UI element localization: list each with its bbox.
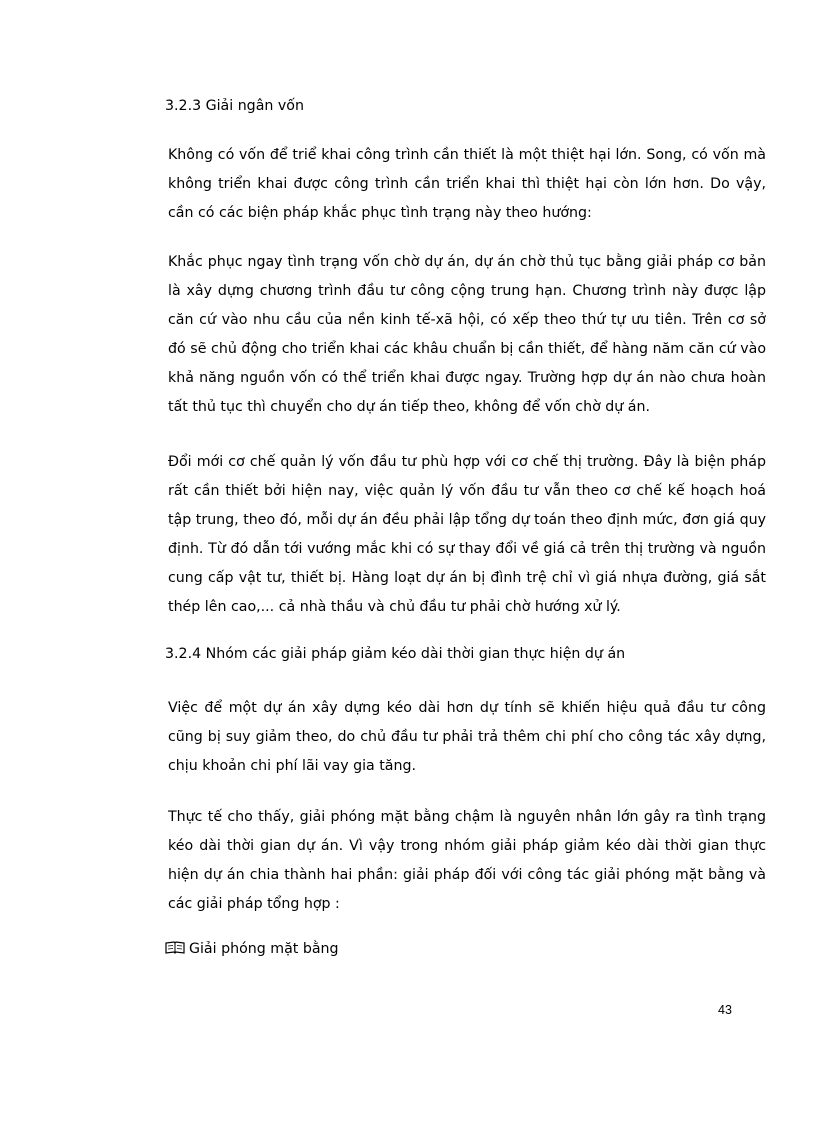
paragraph-capital-management-reform: Đổi mới cơ chế quản lý vốn đầu tư phù hợp với cơ chế thị trường. Đây là biện pháp rất cần thiết bởi hiện nay, việc quản lý vốn đầu tư vẫn theo cơ chế kế hoạch hoá tập trung, theo đó, mỗi dự án đều phải lập tổng dự toán theo định mức, đơn giá quy định. Từ đó dẫn tới vướng mắc khi có sự thay đổi về giá cả trên thị trường và nguồn cung cấp vật tư, thiết bị. Hàng loạt dự án bị đình trệ chỉ vì giá nhựa đường, giá sắt thép lên cao,... cả nhà thầu và chủ đầu tư phải chờ hướng xử lý.: [168, 454, 766, 615]
paragraph-project-delay-impact: Việc để một dự án xây dựng kéo dài hơn dự tính sẽ khiến hiệu quả đầu tư công cũng bị suy giảm theo, do chủ đầu tư phải trả thêm chi phí cho công tác xây dựng, chịu khoản chi phí lãi vay gia tăng.: [168, 700, 766, 774]
bullet-site-clearance-label: Giải phóng mặt bằng: [189, 941, 339, 957]
open-book-icon: [165, 941, 185, 954]
section-heading-3-2-4: 3.2.4 Nhóm các giải pháp giảm kéo dài thời gian thực hiện dự án: [165, 646, 626, 662]
page-number: 43: [718, 1003, 732, 1017]
paragraph-medium-term-investment: Khắc phục ngay tình trạng vốn chờ dự án, dự án chờ thủ tục bằng giải pháp cơ bản là xây dựng chương trình đầu tư công cộng trung hạn. Chương trình này được lập căn cứ vào nhu cầu của nền kinh tế-xã hội, có xếp theo thứ tự ưu tiên. Trên cơ sở đó sẽ chủ động cho triển khai các khâu chuẩn bị cần thiết, để hàng năm căn cứ vào khả năng nguồn vốn có thể triển khai được ngay. Trường hợp dự án nào chưa hoàn tất thủ tục thì chuyển cho dự án tiếp theo, không để vốn chờ dự án.: [168, 254, 766, 415]
bullet-site-clearance: [165, 941, 339, 957]
paragraph-capital-disbursement-intro: Không có vốn để triể khai công trình cần thiết là một thiệt hại lớn. Song, có vốn mà không triển khai được công trình cần triển khai thì thiệt hại còn lớn hơn. Do vậy, cần có các biện pháp khắc phục tình trạng này theo hướng:: [168, 147, 766, 221]
section-heading-3-2-3: 3.2.3 Giải ngân vốn: [165, 98, 304, 114]
paragraph-site-clearance-cause: Thực tế cho thấy, giải phóng mặt bằng chậm là nguyên nhân lớn gây ra tình trạng kéo dài thời gian dự án. Vì vậy trong nhóm giải pháp giảm kéo dài thời gian thực hiện dự án chia thành hai phần: giải pháp đối với công tác giải phóng mặt bằng và các giải pháp tổng hợp :: [168, 809, 766, 912]
